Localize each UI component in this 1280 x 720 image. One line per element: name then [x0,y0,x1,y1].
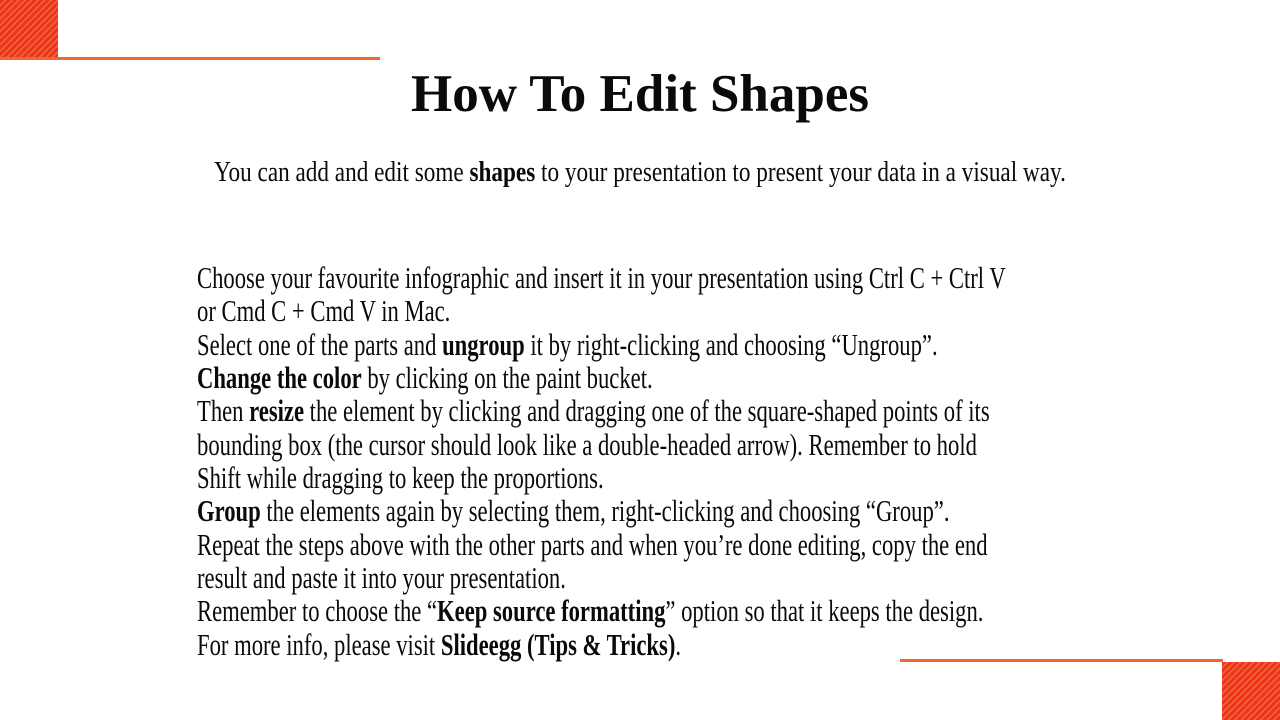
body-line [197,394,1006,427]
text-run: Slideegg (Tips & Tricks) [440,626,676,662]
text-run: Remember to choose the “ [197,593,438,629]
body-line [197,328,1006,361]
body-line [197,428,1006,461]
body-line [197,528,1006,561]
text-run: Change the color [197,360,362,396]
body-line [197,594,1006,627]
accent-line-bottom [900,659,1223,662]
text-run: . [675,626,682,662]
text-run: Then [197,393,250,429]
text-run: Choose your favourite infographic and insert it in your presentation using Ctrl C + Ctrl V [197,260,1006,295]
body-text-block [197,261,1006,661]
text-run: Repeat the steps above with the other parts and when you’re done editing, copy the end [197,526,988,562]
text-run: or Cmd C + Cmd V in Mac. [197,293,451,329]
body-line [197,628,1006,661]
text-run: Group [197,493,261,529]
striped-square-decoration-top-left [0,0,58,57]
body-line [197,494,1006,527]
text-run: the elements again by selecting them, right-clicking and choosing “Group”. [260,493,950,529]
text-run: by clicking on the paint bucket. [361,360,653,396]
text-run: bounding box (the cursor should look like a double-headed arrow). Remember to hold [197,426,977,462]
body-line [197,294,1006,327]
text-run: it by right-clicking and choosing “Ungroup”. [524,326,938,362]
text-run: Keep source formatting [437,593,666,629]
text-run: the element by clicking and dragging one of the square-shaped points of its [304,393,990,429]
body-line [197,461,1006,494]
text-run: ungroup [442,326,525,362]
body-line [197,361,1006,394]
body-line [197,561,1006,594]
text-run: For more info, please visit [197,626,441,662]
text-run: resize [249,393,305,429]
text-run: You can add and edit some [214,156,470,188]
text-run: to your presentation to present your data in a visual way. [535,156,1066,188]
accent-line-top [0,57,380,60]
text-run: Shift while dragging to keep the proportions. [197,460,604,496]
body-line [197,261,1006,294]
slide-title: How To Edit Shapes [410,65,870,123]
text-run: Select one of the parts and [197,326,443,362]
text-run: result and paste it into your presentation. [197,560,566,596]
text-run: ” option so that it keeps the design. [665,593,984,629]
text-run: shapes [469,156,536,188]
slide-subtitle [128,158,1152,187]
striped-square-decoration-bottom-right [1222,662,1280,720]
